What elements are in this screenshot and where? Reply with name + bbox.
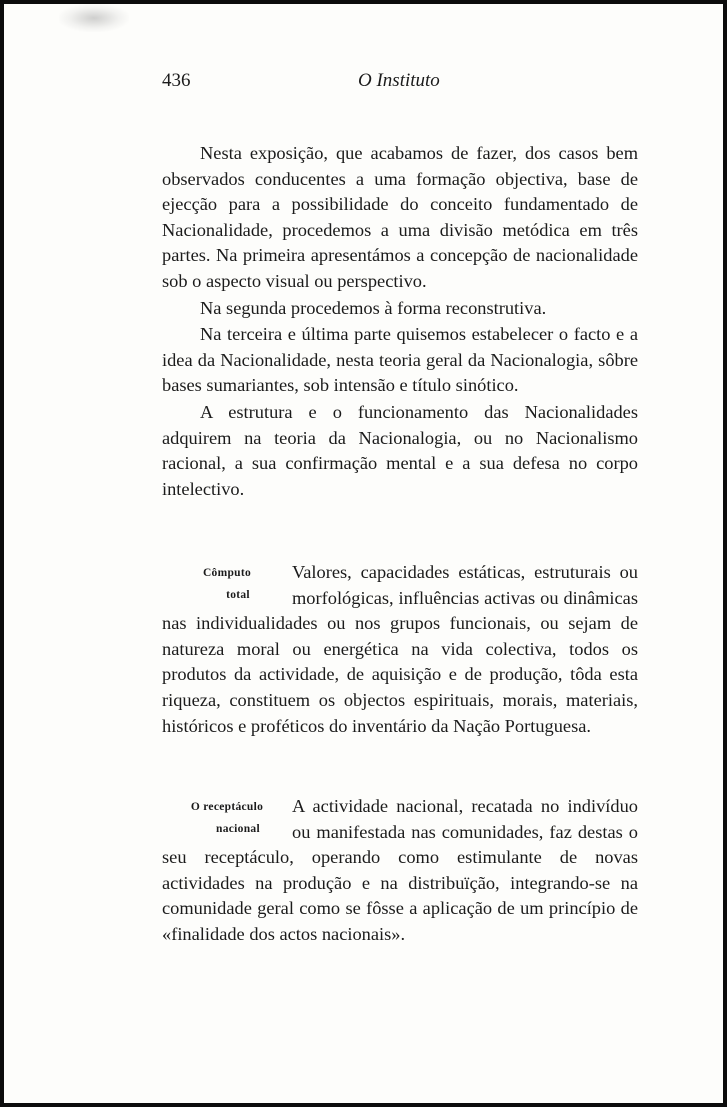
running-header bbox=[162, 70, 642, 98]
section-receptaculo-nacional bbox=[162, 794, 638, 948]
marginal-note-line: Cômputo bbox=[202, 567, 252, 579]
section-text: Valores, capacidades estáticas, estruturais ou morfológicas, influências activas ou dinâmicas nas individualidades ou nos grupos funcionais, ou sejam de natureza moral ou energética na vida colectiva, todos os produtos da actividade, de aquisição e de produção, tôda esta riqueza, constituem os objectos espirituais, morais, materiais, históricos e proféticos do inventário da Nação Portuguesa. bbox=[162, 562, 638, 736]
marginal-note-line: total bbox=[226, 589, 250, 601]
paragraph: Na terceira e última parte quisemos estabelecer o facto e a idea da Nacionalidade, nesta teoria geral da Nacionalogia, sôbre bases sumariantes, sob intensão e título sinótico. bbox=[162, 324, 638, 396]
main-text bbox=[162, 141, 638, 502]
page-number: 436 bbox=[162, 70, 191, 91]
section-text: A actividade nacional, recatada no indivíduo ou manifestada nas comunidades, faz destas o seu receptáculo, operando como estimulante de novas actividades na produção e na distribuïção, integrando-se na comunidade geral como se fôsse a aplicação de um princípio de «finalidade dos actos nacionais». bbox=[162, 796, 638, 944]
paragraph: Na segunda procedemos à forma reconstrutiva. bbox=[200, 297, 547, 318]
paragraph: A estrutura e o funcionamento das Nacionalidades adquirem na teoria da Nacionalogia, ou no Nacionalismo racional, a sua confirmação mental e a sua defesa no corpo intelectivo. bbox=[162, 401, 638, 499]
marginal-note-line: O receptáculo bbox=[190, 801, 264, 813]
paper-smudge bbox=[59, 4, 129, 32]
marginal-note bbox=[162, 560, 292, 610]
section-computo-total bbox=[162, 560, 638, 739]
paragraph: Nesta exposição, que acabamos de fazer, dos casos bem observados conducentes a uma formação objectiva, base de ejecção para a possibilidade do conceito fundamentado de Nacionalidade, procedemos a uma divisão metódica em três partes. Na primeira apresentámos a concepção de nacionalidade sob o aspecto visual ou perspectivo. bbox=[162, 143, 638, 291]
running-title: O Instituto bbox=[358, 70, 440, 91]
marginal-note-line: nacional bbox=[216, 823, 260, 835]
marginal-note bbox=[162, 794, 292, 844]
